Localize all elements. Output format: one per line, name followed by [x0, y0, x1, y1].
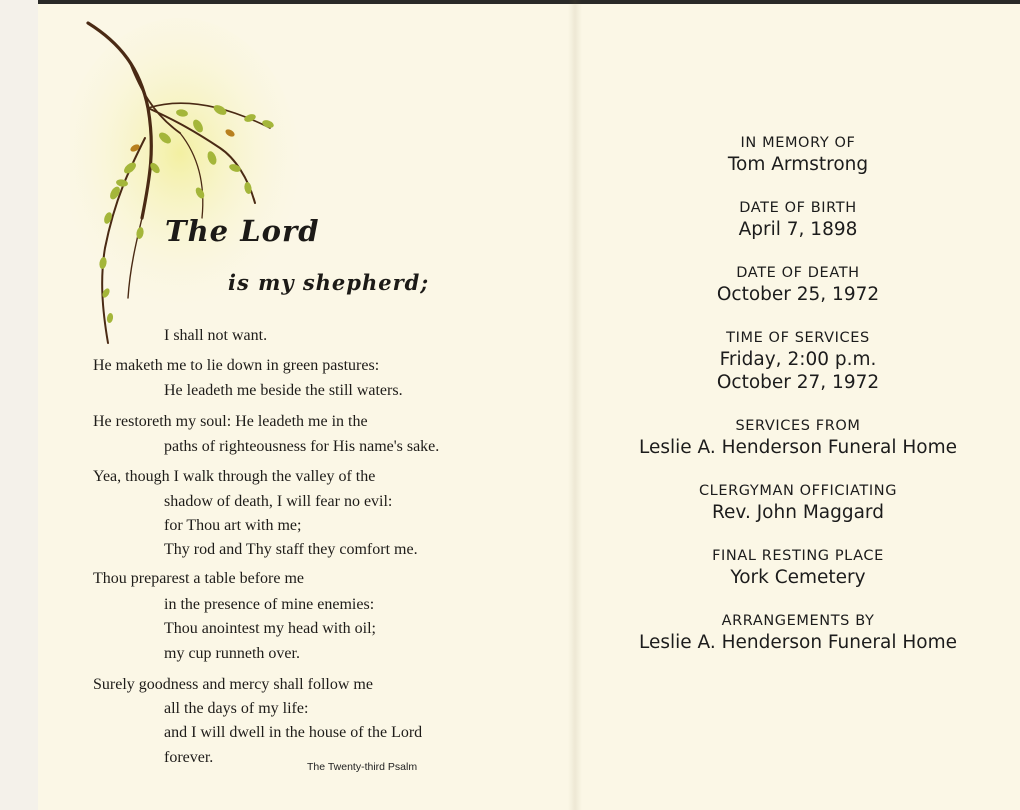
entry-label: TIME OF SERVICES [726, 330, 870, 346]
entry-value: York Cemetery [730, 567, 866, 588]
psalm-line: forever. [164, 749, 214, 766]
psalm-line: Thou preparest a table before me [93, 570, 305, 587]
psalm-line: paths of righteousness for His name's sake. [164, 438, 440, 455]
entry-label: SERVICES FROM [735, 418, 861, 434]
willow-branch-illustration [70, 18, 300, 348]
psalm-line: Yea, though I walk through the valley of the [93, 468, 376, 485]
memorial-entry [598, 328, 998, 394]
memorial-entry [598, 133, 998, 176]
entry-value: Leslie A. Henderson Funeral Home [638, 632, 957, 653]
memorial-entry [598, 546, 998, 589]
psalm-line: my cup runneth over. [164, 645, 300, 662]
entry-label: IN MEMORY OF [740, 135, 856, 151]
scan-top-edge [0, 0, 1020, 4]
scan-margin [0, 0, 38, 810]
psalm-title: The Lord [165, 214, 320, 248]
entry-label: CLERGYMAN OFFICIATING [698, 483, 898, 499]
memorial-entry [598, 263, 998, 306]
psalm-line: Surely goodness and mercy shall follow me [93, 676, 373, 693]
entry-value: October 25, 1972 [716, 284, 880, 305]
psalm-line: He restoreth my soul: He leadeth me in the [93, 413, 368, 430]
memorial-entry [598, 198, 998, 241]
psalm-line: for Thou art with me; [164, 517, 302, 534]
card-fold [568, 0, 582, 810]
psalm-line: Thy rod and Thy staff they comfort me. [164, 541, 418, 558]
psalm-line: shadow of death, I will fear no evil: [164, 493, 393, 510]
psalm-line: He leadeth me beside the still waters. [164, 382, 403, 399]
entry-label: DATE OF DEATH [736, 265, 860, 281]
entry-value: April 7, 1898 [738, 219, 858, 240]
memorial-entry [598, 611, 998, 654]
entry-label: DATE OF BIRTH [739, 200, 857, 216]
memorial-entry [598, 416, 998, 459]
psalm-line: all the days of my life: [164, 700, 309, 717]
entry-value: Rev. John Maggard [712, 502, 884, 523]
entry-label: FINAL RESTING PLACE [712, 548, 884, 564]
memorial-entry [598, 481, 998, 524]
psalm-line: He maketh me to lie down in green pastures: [93, 357, 380, 374]
psalm-line: I shall not want. [164, 327, 268, 344]
psalm-subtitle: is my shepherd; [228, 270, 430, 295]
entry-value: October 27, 1972 [716, 372, 880, 393]
memorial-details [598, 133, 998, 676]
entry-value: Tom Armstrong [727, 154, 869, 175]
entry-value: Friday, 2:00 p.m. [719, 349, 877, 370]
psalm-line: and I will dwell in the house of the Lord [164, 724, 423, 741]
psalm-credit: The Twenty-third Psalm [307, 761, 418, 773]
entry-value: Leslie A. Henderson Funeral Home [638, 437, 957, 458]
entry-label: ARRANGEMENTS BY [721, 613, 875, 629]
psalm-line: in the presence of mine enemies: [164, 596, 375, 613]
psalm-line: Thou anointest my head with oil; [164, 620, 376, 637]
